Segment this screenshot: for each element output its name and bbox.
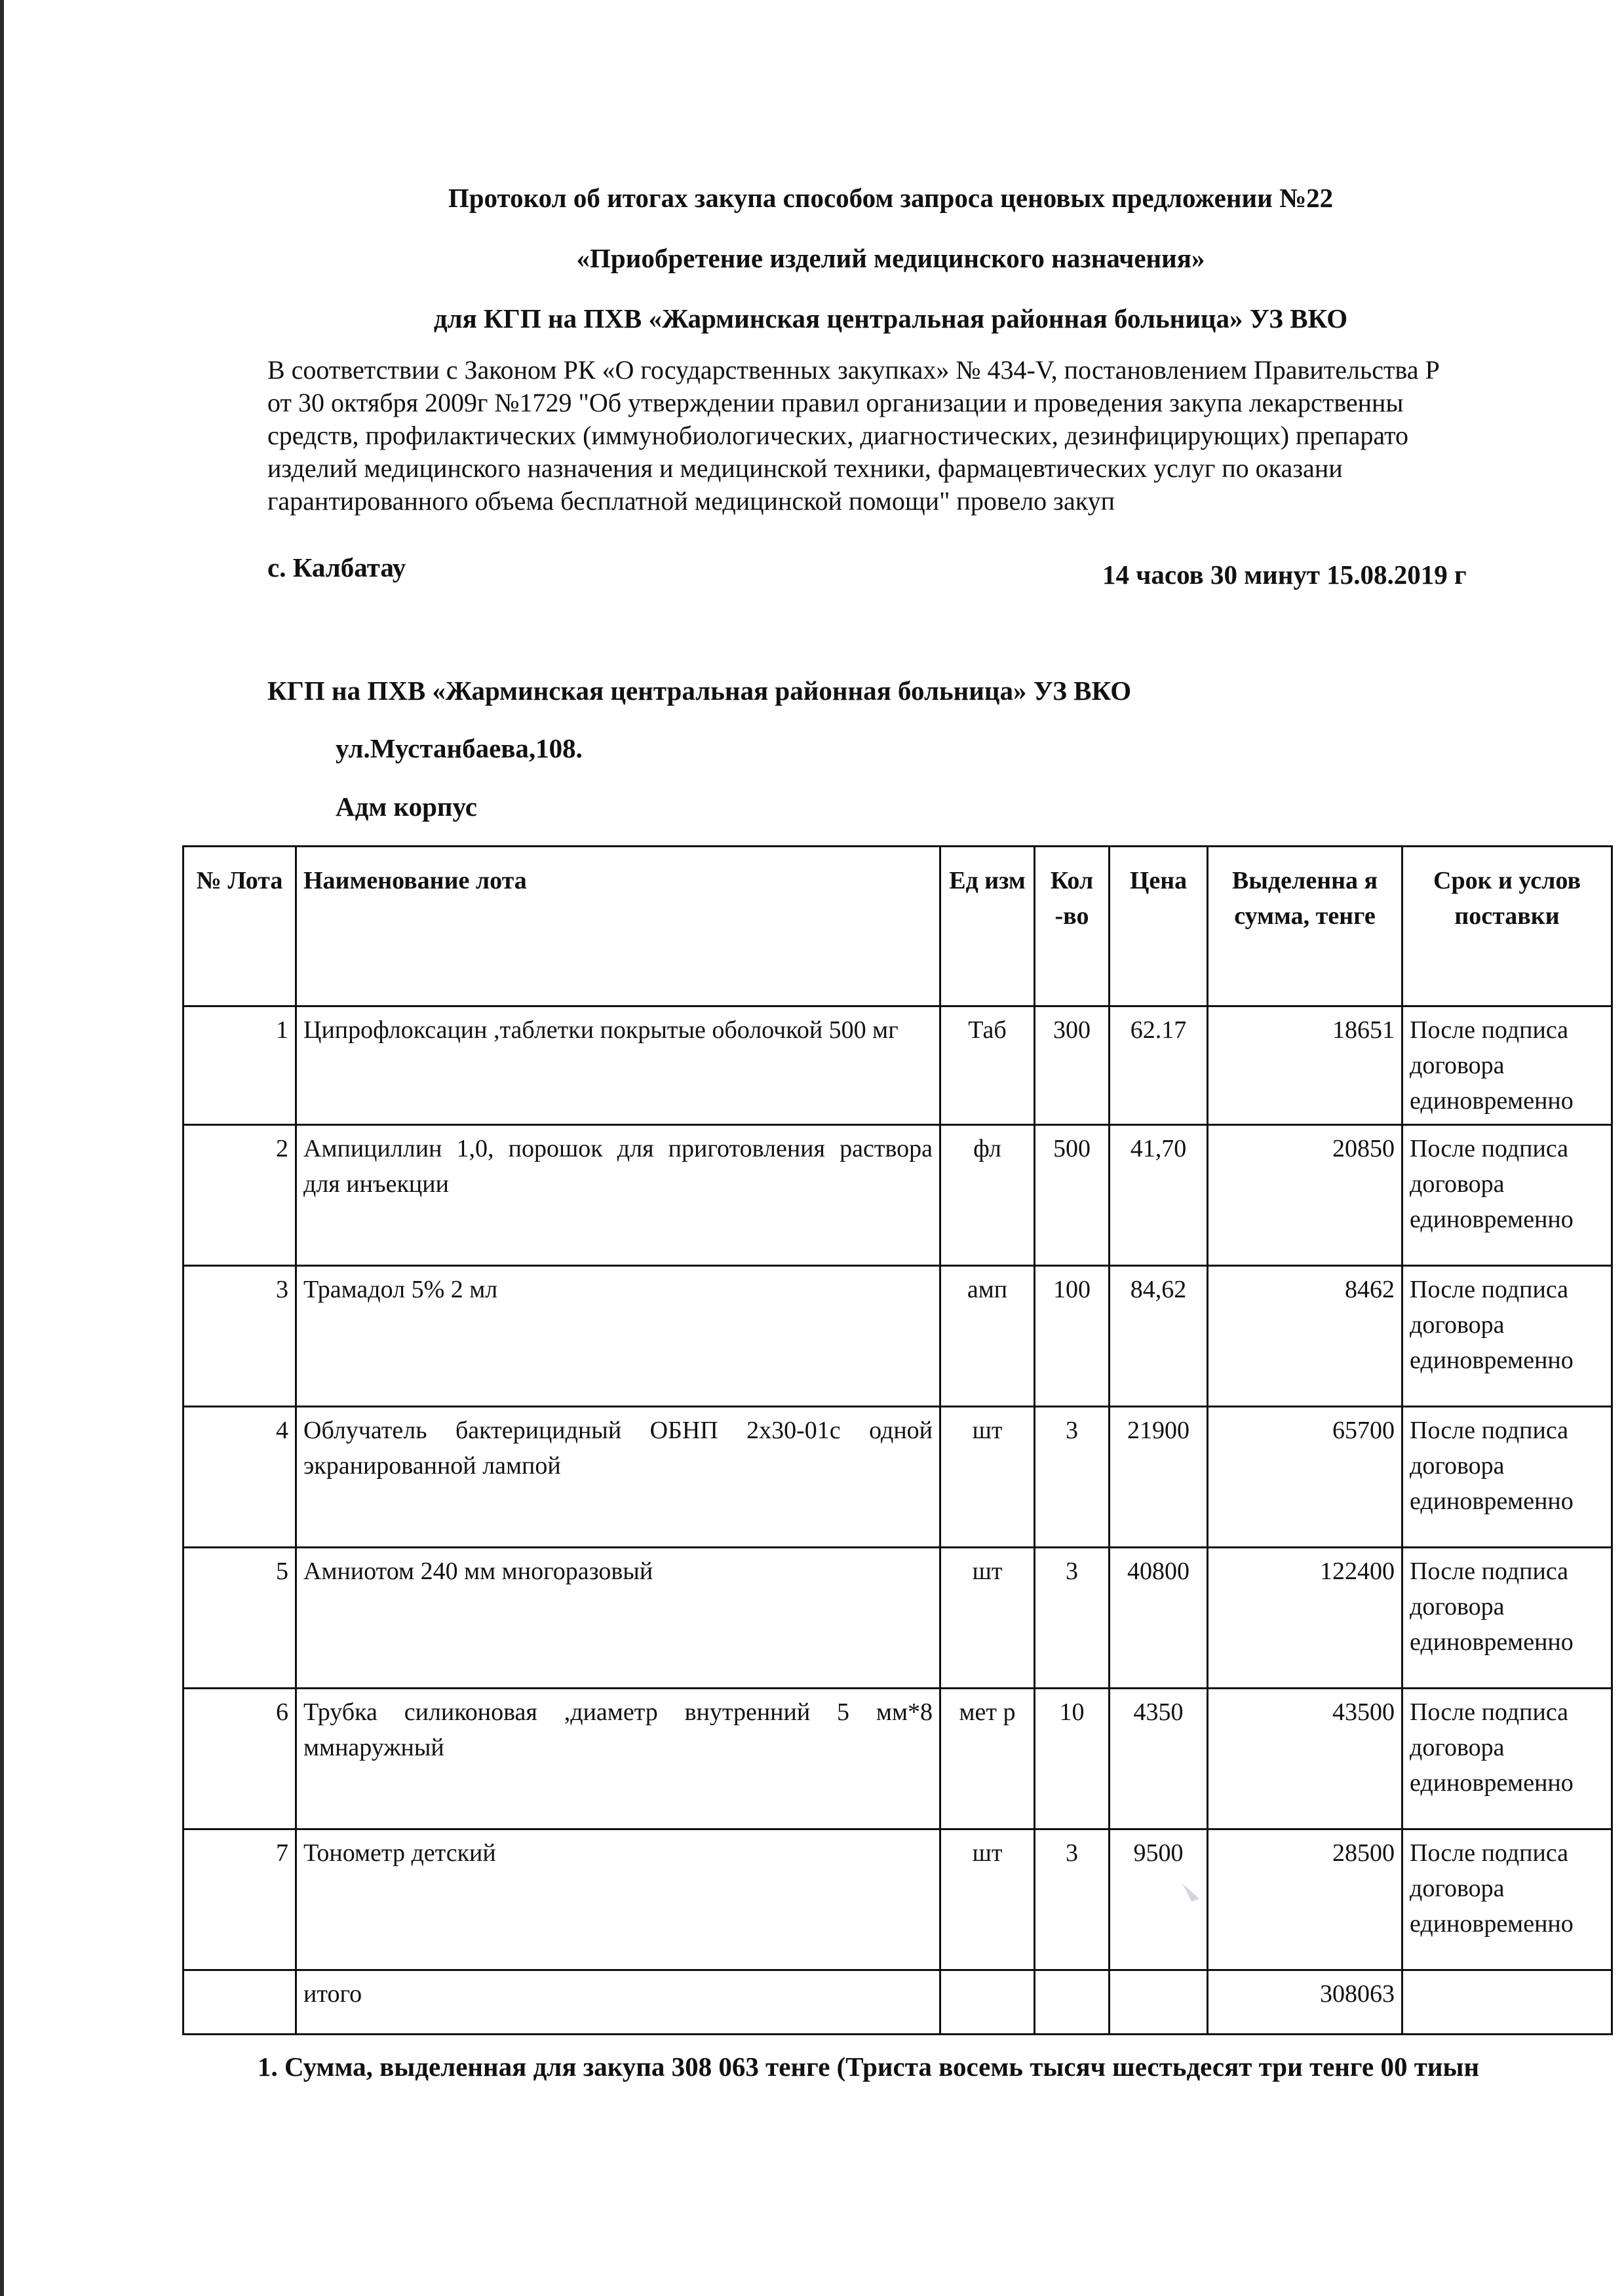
delivery-terms-line: После подписа [1410, 1698, 1569, 1726]
lot-name: Трамадол 5% 2 мл [296, 1266, 940, 1407]
delivery-terms-line: договора [1410, 1875, 1505, 1902]
intro-line: от 30 октября 2009г №1729 "Об утверждении правил организации и проведения закупа лекарственны [267, 388, 1404, 417]
delivery-terms-line: единовременно [1410, 1087, 1574, 1115]
lot-name: Ампициллин 1,0, порошок для приготовления раствора для инъекции [296, 1125, 940, 1266]
place: с. Калбатау [267, 552, 406, 583]
organizer-name: КГП на ПХВ «Жарминская центральная районная больница» УЗ ВКО [267, 676, 1132, 706]
header-lot-number: № Лота [184, 847, 296, 1006]
lot-sum: 8462 [1208, 1266, 1402, 1407]
lot-number: 6 [184, 1689, 296, 1829]
lot-number: 2 [184, 1125, 296, 1266]
lot-quantity: 100 [1035, 1266, 1110, 1407]
lot-delivery-terms [1402, 1125, 1612, 1266]
header-unit: Ед изм [940, 847, 1035, 1006]
protocol-subject: «Приобретение изделий медицинского назначения» [576, 243, 1205, 273]
delivery-terms-line: После подписа [1410, 1276, 1569, 1303]
lot-price: 21900 [1110, 1407, 1208, 1548]
intro-line: изделий медицинского назначения и медицинской техники, фармацевтических услуг по оказани [267, 453, 1343, 483]
delivery-terms-line: единовременно [1410, 1628, 1574, 1656]
delivery-terms-line: После подписа [1410, 1839, 1569, 1867]
lot-sum: 122400 [1208, 1548, 1402, 1689]
delivery-terms-line: договора [1410, 1170, 1505, 1198]
lot-number: 5 [184, 1548, 296, 1689]
table-row [184, 1689, 1612, 1829]
lot-name: Ципрофлоксацин ,таблетки покрытые оболочкой 500 мг [296, 1006, 940, 1125]
delivery-terms-line: договора [1410, 1311, 1505, 1339]
lot-name: Трубка силиконовая ,диаметр внутренний 5 мм*8 ммнаружный [296, 1689, 940, 1829]
delivery-terms-line: После подписа [1410, 1417, 1569, 1444]
lot-price: 84,62 [1110, 1266, 1208, 1407]
total-sum: 308063 [1208, 1970, 1402, 2035]
lot-price: 40800 [1110, 1548, 1208, 1689]
intro-line: гарантированного объема бесплатной медицинской помощи" провело закуп [267, 486, 1115, 516]
lot-price: 62.17 [1110, 1006, 1208, 1125]
lot-delivery-terms [1402, 1006, 1612, 1125]
total-label: итого [296, 1970, 940, 2035]
delivery-terms-line: После подписа [1410, 1135, 1569, 1162]
protocol-customer: для КГП на ПХВ «Жарминская центральная районная больница» УЗ ВКО [433, 303, 1348, 334]
delivery-terms-line: договора [1410, 1734, 1505, 1761]
lots-table [182, 845, 1613, 2035]
lot-unit: шт [940, 1548, 1035, 1689]
delivery-terms-line: единовременно [1410, 1347, 1574, 1374]
delivery-terms-line: договора [1410, 1452, 1505, 1480]
lot-delivery-terms [1402, 1689, 1612, 1829]
organizer-building: Адм корпус [336, 792, 477, 822]
lot-delivery-terms [1402, 1548, 1612, 1689]
scan-edge [0, 0, 4, 2296]
header-allocated-sum: Выделенна я сумма, тенге [1208, 847, 1402, 1006]
total-empty-cell [184, 1970, 296, 2035]
lot-unit: фл [940, 1125, 1035, 1266]
lot-quantity: 3 [1035, 1548, 1110, 1689]
lot-name: Облучатель бактерицидный ОБНП 2х30-01с одной экранированной лампой [296, 1407, 940, 1548]
lot-number: 3 [184, 1266, 296, 1407]
total-empty-cell [1110, 1970, 1208, 2035]
intro-line: средств, профилактических (иммунобиологических, диагностических, дезинфицирующих) препарато [267, 421, 1409, 450]
lot-price: 41,70 [1110, 1125, 1208, 1266]
lot-unit: шт [940, 1407, 1035, 1548]
lot-sum: 28500 [1208, 1829, 1402, 1970]
summary-line: 1. Сумма, выделенная для закупа 308 063 тенге (Триста восемь тысяч шестьдесят три тенге 00 тиын [258, 2052, 1480, 2082]
lot-delivery-terms [1402, 1266, 1612, 1407]
lot-number: 7 [184, 1829, 296, 1970]
table-row [184, 1829, 1612, 1970]
table-row [184, 1548, 1612, 1689]
total-empty-cell [940, 1970, 1035, 2035]
table-row [184, 1125, 1612, 1266]
header-price: Цена [1110, 847, 1208, 1006]
date-time: 14 часов 30 минут 15.08.2019 г [1102, 560, 1467, 590]
lot-unit: Таб [940, 1006, 1035, 1125]
lot-unit: мет р [940, 1689, 1035, 1829]
lot-quantity: 3 [1035, 1829, 1110, 1970]
lot-sum: 18651 [1208, 1006, 1402, 1125]
lot-delivery-terms [1402, 1407, 1612, 1548]
delivery-terms-line: единовременно [1410, 1769, 1574, 1797]
delivery-terms-line: единовременно [1410, 1487, 1574, 1515]
total-empty-cell [1402, 1970, 1612, 2035]
table-row [184, 1006, 1612, 1125]
total-empty-cell [1035, 1970, 1110, 2035]
table-row [184, 1266, 1612, 1407]
table-header-row [184, 847, 1612, 1006]
lot-quantity: 300 [1035, 1006, 1110, 1125]
intro-line: В соответствии с Законом РК «О государственных закупках» № 434-V, постановлением Правительства Р [267, 355, 1440, 385]
header-lot-name: Наименование лота [296, 847, 940, 1006]
delivery-terms-line: единовременно [1410, 1910, 1574, 1938]
header-quantity: Кол -во [1035, 847, 1110, 1006]
delivery-terms-line: договора [1410, 1052, 1505, 1079]
lot-unit: шт [940, 1829, 1035, 1970]
protocol-title: Протокол об итогах закупа способом запроса ценовых предложении №22 [448, 183, 1334, 213]
pen-mark [1180, 1879, 1206, 1905]
delivery-terms-line: договора [1410, 1593, 1505, 1620]
lot-unit: амп [940, 1266, 1035, 1407]
header-delivery-terms: Срок и услов поставки [1402, 847, 1612, 1006]
lot-sum: 65700 [1208, 1407, 1402, 1548]
lot-price: 4350 [1110, 1689, 1208, 1829]
lot-quantity: 10 [1035, 1689, 1110, 1829]
lot-number: 4 [184, 1407, 296, 1548]
table-row [184, 1407, 1612, 1548]
lot-price: 9500 [1110, 1829, 1208, 1970]
lot-delivery-terms [1402, 1829, 1612, 1970]
lot-number: 1 [184, 1006, 296, 1125]
lot-name: Амниотом 240 мм многоразовый [296, 1548, 940, 1689]
lot-name: Тонометр детский [296, 1829, 940, 1970]
lot-sum: 43500 [1208, 1689, 1402, 1829]
delivery-terms-line: единовременно [1410, 1206, 1574, 1233]
organizer-street: ул.Мустанбаева,108. [336, 733, 583, 763]
intro-paragraph [267, 354, 1624, 518]
table-total-row [184, 1970, 1612, 2035]
lot-quantity: 3 [1035, 1407, 1110, 1548]
delivery-terms-line: После подписа [1410, 1016, 1569, 1044]
lot-quantity: 500 [1035, 1125, 1110, 1266]
lot-sum: 20850 [1208, 1125, 1402, 1266]
delivery-terms-line: После подписа [1410, 1558, 1569, 1585]
